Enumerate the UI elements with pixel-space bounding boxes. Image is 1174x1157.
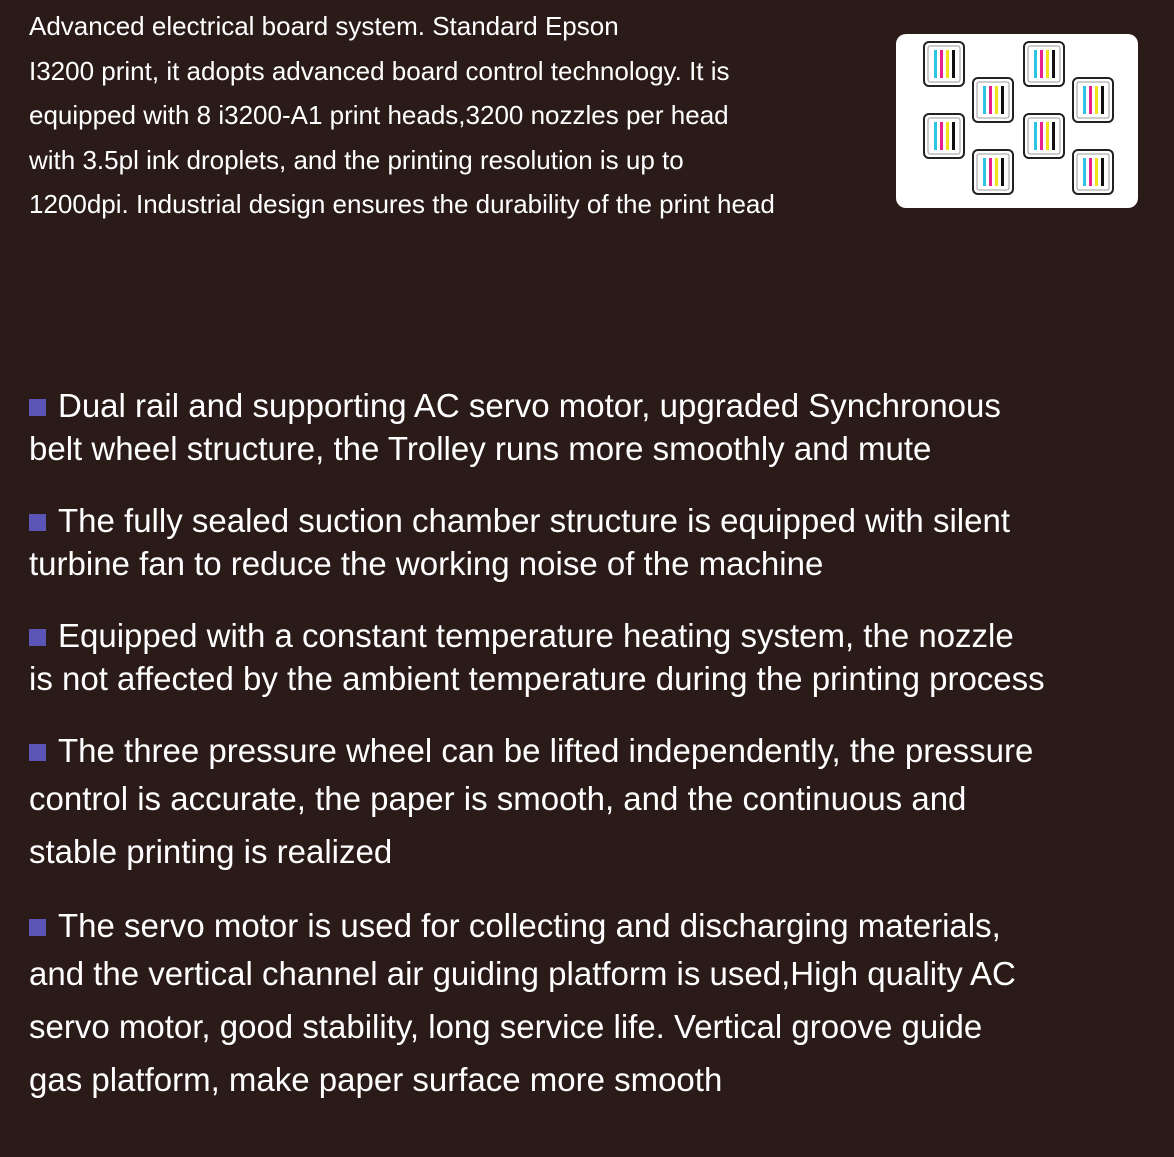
feature-text: control is accurate, the paper is smooth, and the continuous and: [29, 780, 967, 817]
print-head-icon: [973, 78, 1013, 122]
feature-text: stable printing is realized: [29, 833, 393, 870]
print-head-icon: [973, 150, 1013, 194]
feature-item: [29, 384, 1149, 470]
intro-paragraph: [29, 4, 879, 227]
bullet-square-icon: [29, 629, 46, 646]
feature-text: servo motor, good stability, long service life. Vertical groove guide: [29, 1008, 983, 1045]
print-head-icon: [1073, 78, 1113, 122]
bullet-square-icon: [29, 514, 46, 531]
feature-text: Equipped with a constant temperature heating system, the nozzle: [58, 617, 1014, 654]
intro-line: I3200 print, it adopts advanced board control technology. It is: [29, 55, 730, 86]
print-head-icon: [924, 42, 964, 86]
feature-item: [29, 499, 1149, 585]
intro-line: 1200dpi. Industrial design ensures the durability of the print head: [29, 189, 775, 219]
bullet-square-icon: [29, 919, 46, 936]
feature-text: The fully sealed suction chamber structure is equipped with silent: [58, 502, 1010, 539]
print-head-icon: [924, 114, 964, 158]
print-heads-illustration: [896, 34, 1138, 208]
print-heads-icon: [896, 34, 1138, 208]
print-head-icon: [1073, 150, 1113, 194]
feature-item: [29, 614, 1149, 700]
intro-line: equipped with 8 i3200-A1 print heads,3200 nozzles per head: [29, 100, 729, 130]
feature-text: belt wheel structure, the Trolley runs more smoothly and mute: [29, 430, 932, 467]
feature-item: [29, 729, 1149, 878]
feature-text: gas platform, make paper surface more smooth: [29, 1061, 723, 1098]
intro-line: with 3.5pl ink droplets, and the printing resolution is up to: [29, 144, 684, 175]
feature-item: [29, 904, 1149, 1106]
bullet-square-icon: [29, 744, 46, 761]
feature-text: turbine fan to reduce the working noise of the machine: [29, 545, 824, 582]
feature-text: Dual rail and supporting AC servo motor, upgraded Synchronous: [58, 387, 1001, 424]
feature-text: and the vertical channel air guiding platform is used,High quality AC: [29, 955, 1016, 992]
print-head-icon: [1024, 42, 1064, 86]
print-head-icon: [1024, 114, 1064, 158]
feature-list: [29, 384, 1149, 1106]
bullet-square-icon: [29, 399, 46, 416]
intro-line: Advanced electrical board system. Standard Epson: [29, 11, 619, 41]
feature-text: is not affected by the ambient temperature during the printing process: [29, 660, 1045, 697]
feature-text: The three pressure wheel can be lifted independently, the pressure: [58, 732, 1034, 769]
feature-text: The servo motor is used for collecting and discharging materials,: [58, 907, 1001, 944]
